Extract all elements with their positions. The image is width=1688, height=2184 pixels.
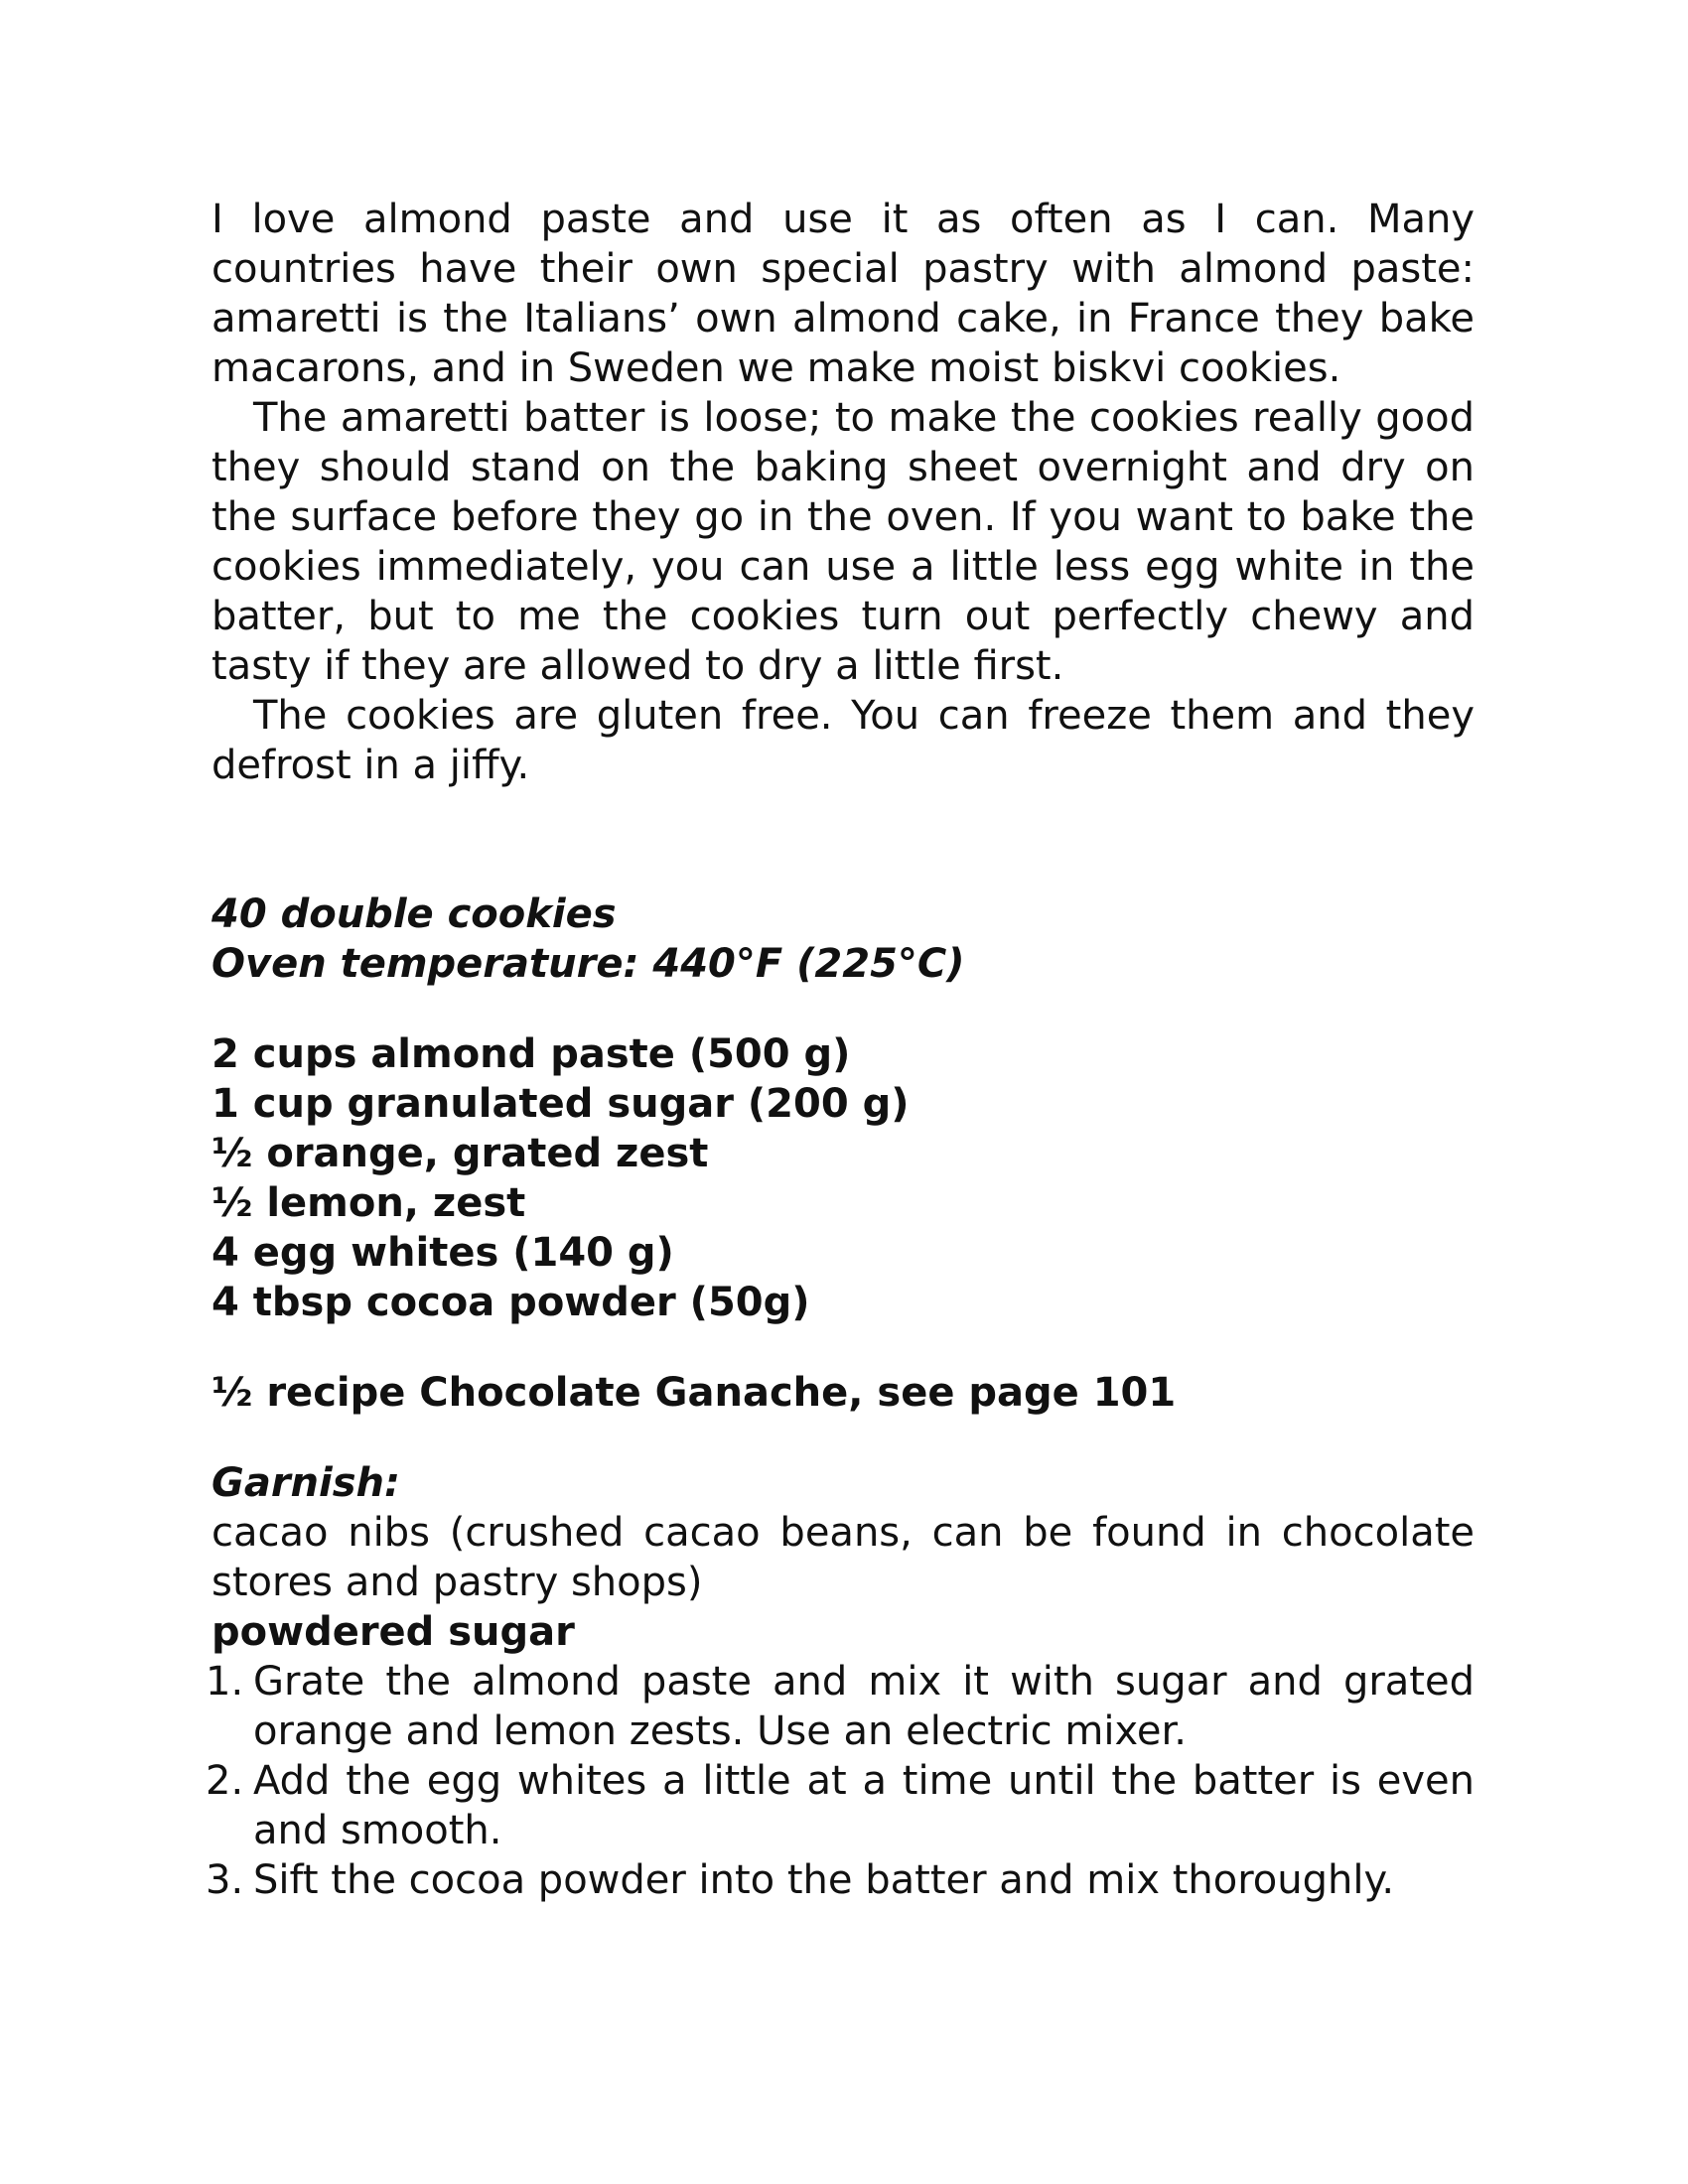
ganache-line: ½ recipe Chocolate Ganache, see page 101 <box>211 1370 1177 1416</box>
intro-paragraph-2: The amaretti batter is loose; to make the cookies really good they should stand on the baking sheet overnight and dry on the surface before they go in the oven. If you want to bake the cookies immediately, you can use a little less egg white in the batter, but to me the cookies turn out perfectly chewy and tasty if they are allowed to dry a little first. <box>211 395 1475 689</box>
ingredient-item: 4 tbsp cocoa powder (50g) <box>211 1280 810 1325</box>
step-item <box>206 1657 1475 1756</box>
ingredient-item: 4 egg whites (140 g) <box>211 1230 674 1276</box>
intro-paragraph-3: The cookies are gluten free. You can freeze them and they defrost in a jiffy. <box>211 693 1475 788</box>
step-text: Sift the cocoa powder into the batter and mix thoroughly. <box>253 1857 1395 1903</box>
ingredient-item: 1 cup granulated sugar (200 g) <box>211 1081 910 1127</box>
ingredient-item: ½ lemon, zest <box>211 1180 526 1226</box>
garnish-heading: Garnish: <box>211 1460 401 1506</box>
step-number: 3. <box>206 1857 244 1903</box>
step-item <box>206 1855 1475 1905</box>
instruction-steps <box>206 1657 1475 1905</box>
garnish-item-cacao-nibs: cacao nibs (crushed cacao beans, can be found in chocolate stores and pastry shops) <box>211 1510 1475 1605</box>
ingredient-item: 2 cups almond paste (500 g) <box>211 1031 851 1077</box>
step-text: Add the egg whites a little at a time until the batter is even and smooth. <box>253 1758 1475 1853</box>
recipe-meta <box>211 889 1475 989</box>
garnish-section <box>211 1458 1475 1657</box>
garnish-item-powdered-sugar: powdered sugar <box>211 1609 575 1655</box>
ingredient-list <box>211 1029 1475 1327</box>
recipe-yield: 40 double cookies <box>211 891 617 937</box>
ganache-reference <box>211 1368 1475 1418</box>
step-number: 1. <box>206 1659 244 1705</box>
step-text: Grate the almond paste and mix it with sugar and grated orange and lemon zests. Use an electric mixer. <box>253 1659 1475 1754</box>
step-number: 2. <box>206 1758 244 1804</box>
recipe-page <box>206 195 1475 1905</box>
ingredient-item: ½ orange, grated zest <box>211 1131 709 1176</box>
intro-paragraph-1: I love almond paste and use it as often as I can. Many countries have their own special pastry with almond paste: amaretti is the Italians’ own almond cake, in France they bake macarons, and in Sweden we make moist biskvi cookies. <box>211 197 1475 391</box>
oven-temperature: Oven temperature: 440°F (225°C) <box>211 941 965 987</box>
step-item <box>206 1756 1475 1855</box>
